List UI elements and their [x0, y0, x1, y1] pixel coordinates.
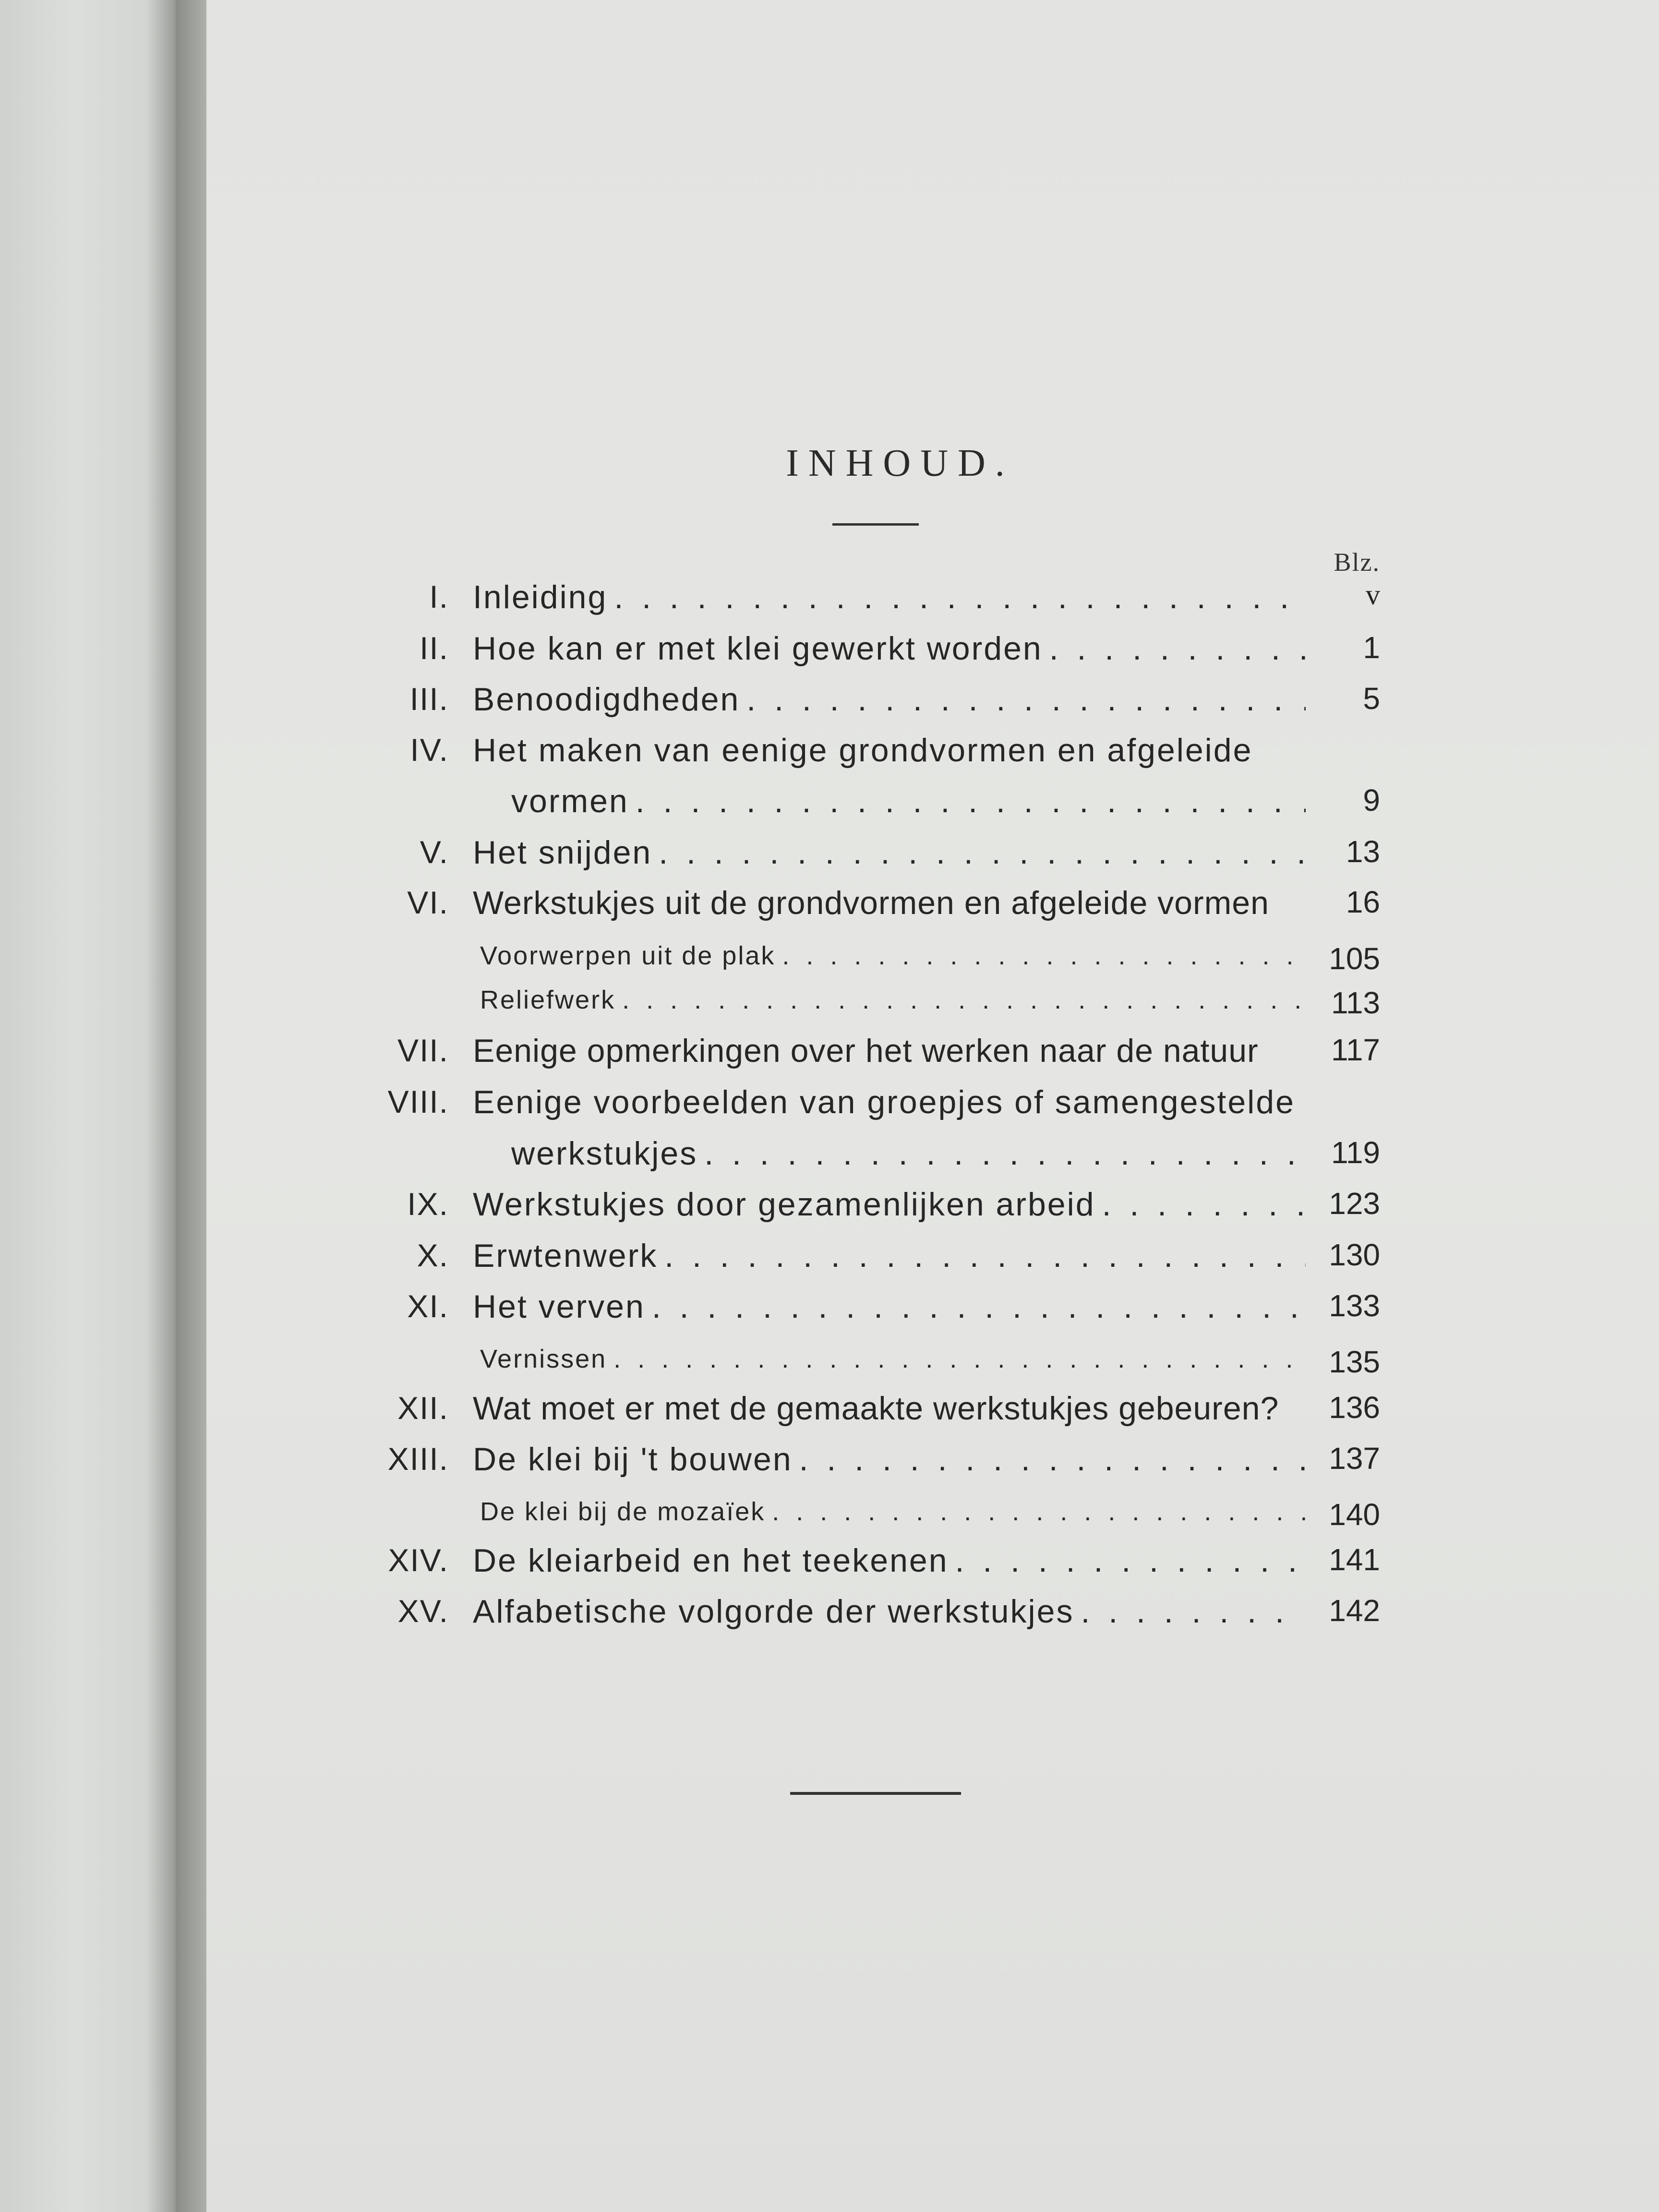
- toc-entry: [0, 1288, 1659, 1338]
- toc-entry: [0, 732, 1659, 782]
- page-number: v: [1366, 579, 1380, 611]
- page-number: 137: [1329, 1441, 1380, 1476]
- chapter-number: III.: [409, 681, 449, 717]
- chapter-title: Eenige voorbeelden van groepjes of samengestelde: [473, 1084, 1295, 1120]
- toc-entry: [0, 681, 1659, 731]
- chapter-title: Het verven . . .: [473, 1288, 1306, 1325]
- chapter-number: IV.: [410, 732, 449, 768]
- chapter-title: Het snijden . . .: [473, 834, 1306, 871]
- section-title: Voorwerpen uit de plak . . .: [480, 941, 1306, 971]
- toc-entry: [0, 1441, 1659, 1491]
- section-title: Vernissen . . .: [480, 1344, 1306, 1374]
- toc-title: INHOUD.: [786, 442, 1014, 484]
- chapter-number: VIII.: [387, 1084, 449, 1119]
- toc-subentry: [0, 1497, 1659, 1547]
- toc-entry: [0, 1186, 1659, 1236]
- page-number: 13: [1346, 834, 1380, 869]
- page-number: 117: [1331, 1033, 1380, 1067]
- toc-subentry: [0, 941, 1659, 991]
- toc-entry: [0, 1390, 1659, 1440]
- toc-subentry: [0, 1344, 1659, 1395]
- chapter-title: Werkstukjes uit de grondvormen en afgeleide vormen: [473, 885, 1269, 921]
- page-number: 105: [1329, 941, 1380, 976]
- chapter-title: werkstukjes . . .: [511, 1135, 1306, 1172]
- page-number: 119: [1331, 1135, 1380, 1170]
- closing-rule: [790, 1792, 961, 1795]
- chapter-title: vormen . . .: [511, 782, 1306, 820]
- chapter-number: XV.: [397, 1593, 449, 1629]
- chapter-number: IX.: [407, 1186, 449, 1222]
- section-title: Reliefwerk . . .: [480, 985, 1306, 1015]
- chapter-number: X.: [417, 1238, 449, 1273]
- chapter-number: I.: [429, 579, 449, 614]
- page-number: 16: [1346, 885, 1380, 919]
- toc-subentry: [0, 985, 1659, 1035]
- toc-entry: [0, 1542, 1659, 1592]
- toc-entry: [0, 1593, 1659, 1643]
- chapter-number: XIII.: [387, 1441, 449, 1477]
- chapter-title: Het maken van eenige grondvormen en afgeleide: [473, 732, 1253, 769]
- page-number: 1: [1363, 630, 1380, 665]
- page-column-header: Blz.: [1334, 548, 1380, 577]
- page-number: 130: [1329, 1238, 1380, 1272]
- page-number: 133: [1329, 1288, 1380, 1323]
- chapter-title: Erwtenwerk . . .: [473, 1237, 1306, 1274]
- chapter-title: Inleiding . . .: [473, 578, 1306, 616]
- chapter-number: XIV.: [388, 1542, 449, 1578]
- page-number: 135: [1329, 1345, 1380, 1379]
- chapter-title: Alfabetische volgorde der werkstukjes . . .: [473, 1593, 1306, 1630]
- toc-entry-continuation: [0, 1135, 1659, 1185]
- toc-entry: [0, 578, 1659, 629]
- chapter-title: Benoodigdheden . . .: [473, 681, 1306, 718]
- chapter-number: XI.: [407, 1288, 449, 1324]
- chapter-number: V.: [420, 834, 449, 870]
- page-number: 141: [1329, 1542, 1380, 1577]
- page-number: 140: [1329, 1497, 1380, 1532]
- toc-entry: [0, 884, 1659, 935]
- chapter-number: XII.: [397, 1390, 449, 1426]
- chapter-title: Wat moet er met de gemaakte werkstukjes gebeuren?: [473, 1390, 1279, 1427]
- toc-entry: [0, 1237, 1659, 1287]
- page-number: 123: [1329, 1186, 1380, 1221]
- page-number: 9: [1363, 783, 1380, 817]
- chapter-title: De kleiarbeid en het teekenen . . .: [473, 1542, 1306, 1579]
- chapter-number: II.: [419, 630, 449, 666]
- toc-entry: [0, 630, 1659, 680]
- chapter-title: Hoe kan er met klei gewerkt worden . . .: [473, 630, 1306, 667]
- chapter-title: Eenige opmerkingen over het werken naar de natuur: [473, 1033, 1259, 1069]
- page-number: 5: [1363, 681, 1380, 716]
- page-number: 142: [1329, 1593, 1380, 1628]
- toc-entry: [0, 1083, 1659, 1134]
- chapter-number: VI.: [407, 885, 449, 920]
- chapter-title: De klei bij 't bouwen . . .: [473, 1441, 1306, 1478]
- page-number: 113: [1331, 986, 1380, 1020]
- toc-entry-continuation: [0, 782, 1659, 833]
- toc-entry: [0, 834, 1659, 884]
- section-title: De klei bij de mozaïek . . .: [480, 1497, 1306, 1527]
- page-number: 136: [1329, 1390, 1380, 1425]
- chapter-title: Werkstukjes door gezamenlijken arbeid . . .: [473, 1186, 1306, 1223]
- toc-entry: [0, 1032, 1659, 1082]
- chapter-number: VII.: [397, 1033, 449, 1068]
